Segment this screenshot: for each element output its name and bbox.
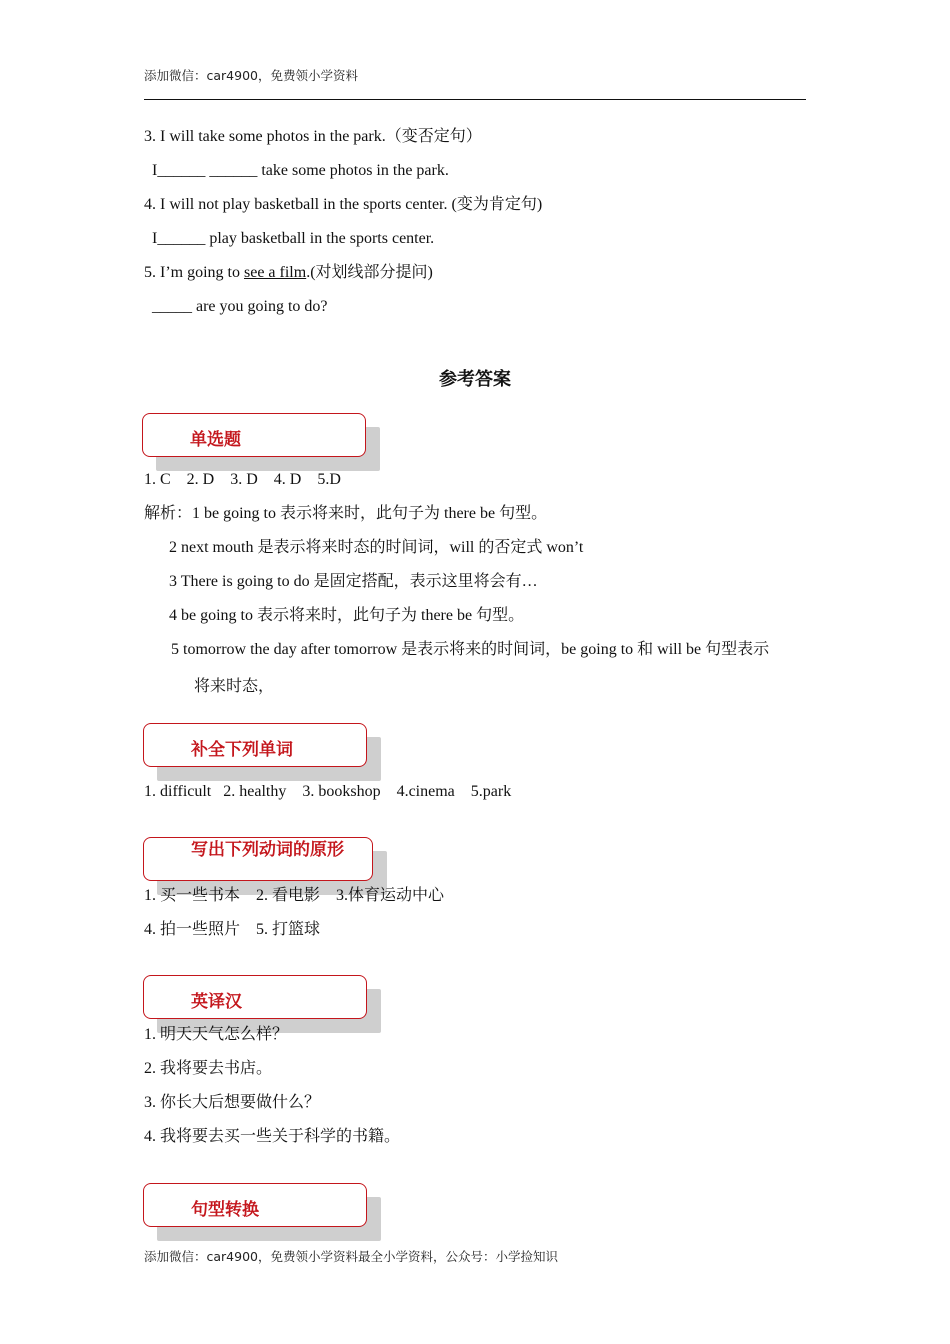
- section-label: 英译汉: [191, 992, 242, 1012]
- explanation-line: 4 be going to 表示将来时，此句子为 there be 句型。: [169, 607, 525, 624]
- single-choice-answers: 1. C 2. D 3. D 4. D 5.D: [144, 471, 341, 488]
- explanation-line: 将来时态，: [194, 678, 275, 695]
- page-footer: 添加微信：car4900，免费领小学资料最全小学资料，公众号：小学捡知识: [144, 1249, 558, 1264]
- verb-answers-line: 1. 买一些书本 2. 看电影 3.体育运动中心: [144, 887, 445, 904]
- section-label: 句型转换: [191, 1200, 259, 1220]
- section-frame: [142, 413, 366, 457]
- page-header: 添加微信：car4900，免费领小学资料: [144, 68, 358, 83]
- question-5-underlined: see a film: [244, 264, 307, 281]
- header-divider: [144, 99, 806, 100]
- question-3: [144, 127, 482, 147]
- question-3-instruction: （变否定句）: [385, 128, 482, 145]
- question-3-text: 3. I will take some photos in the park.: [144, 128, 386, 145]
- question-5: [144, 263, 433, 283]
- verb-answers-line: 4. 拍一些照片 5. 打篮球: [144, 921, 321, 938]
- translation-line: 4. 我将要去买一些关于科学的书籍。: [144, 1128, 401, 1145]
- section-frame: [143, 975, 367, 1019]
- translation-line: 2. 我将要去书店。: [144, 1060, 273, 1077]
- question-5-blank: _____ are you going to do?: [152, 298, 328, 315]
- question-4: 4. I will not play basketball in the sports center. (变为肯定句): [144, 196, 543, 213]
- explanation-line: 解析：1 be going to 表示将来时，此句子为 there be 句型。: [144, 505, 548, 522]
- section-label: 补全下列单词: [191, 740, 293, 760]
- explanation-line: 5 tomorrow the day after tomorrow 是表示将来的时间词，be going to 和 will be 句型表示: [171, 641, 770, 658]
- answer-title: 参考答案: [439, 369, 511, 390]
- section-label: 单选题: [190, 430, 241, 450]
- explanation-line: 2 next mouth 是表示将来时态的时间词，will 的否定式 won’t: [169, 539, 584, 556]
- translation-line: 1. 明天天气怎么样？: [144, 1026, 289, 1043]
- translation-line: 3. 你长大后想要做什么？: [144, 1094, 321, 1111]
- question-3-blank: I______ ______ take some photos in the park.: [152, 162, 449, 179]
- explanation-line: 3 There is going to do 是固定搭配，表示这里将会有…: [169, 573, 538, 590]
- question-4-blank: I______ play basketball in the sports center.: [152, 230, 435, 247]
- complete-words-answers: 1. difficult 2. healthy 3. bookshop 4.cinema 5.park: [144, 783, 512, 800]
- section-label: 写出下列动词的原形: [191, 840, 344, 860]
- question-5-text: 5. I’m going to: [144, 264, 244, 281]
- question-5-instruction: .(对划线部分提问): [306, 264, 433, 281]
